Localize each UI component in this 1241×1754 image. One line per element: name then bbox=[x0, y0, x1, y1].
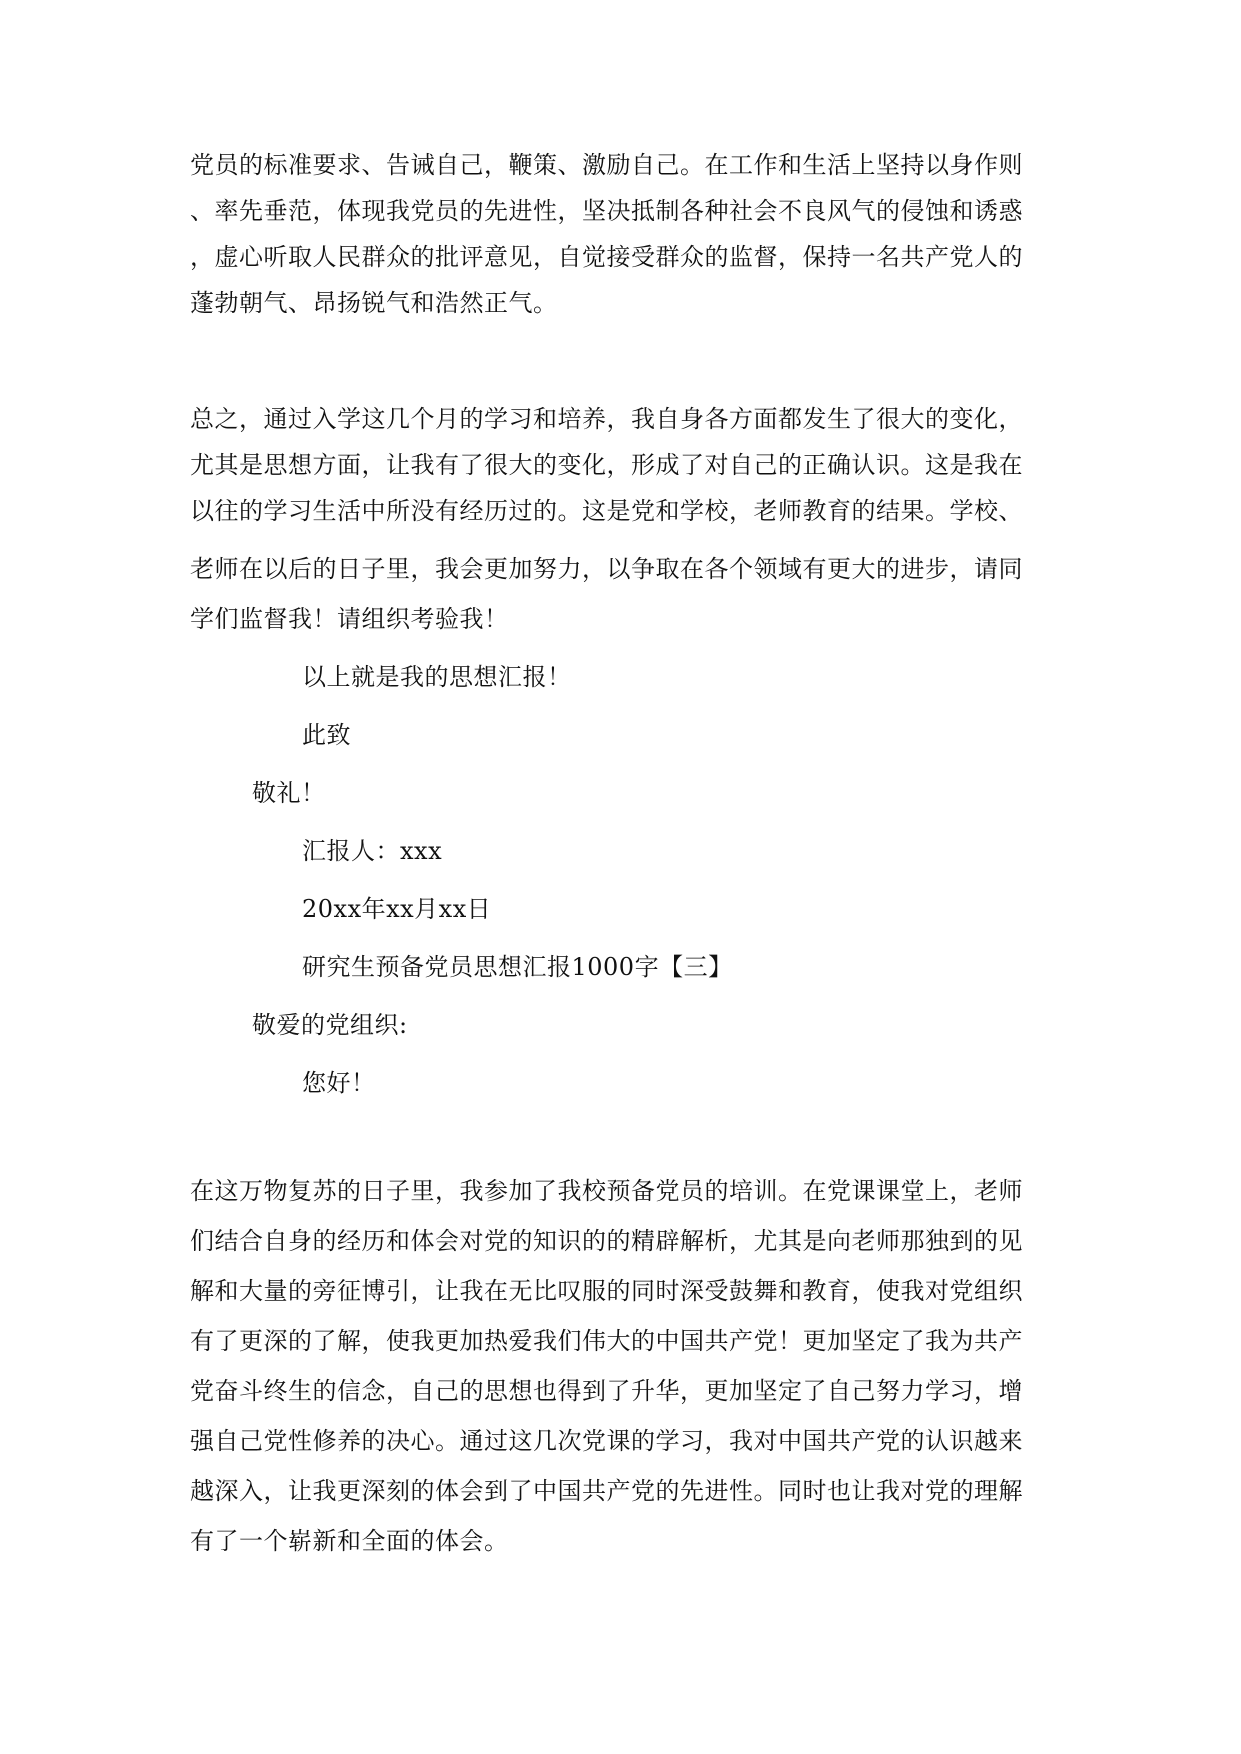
paragraph-line: ，虚心听取人民群众的批评意见，自觉接受群众的监督，保持一名共产党人的 bbox=[190, 243, 1023, 271]
paragraph-line: 总之，通过入学这几个月的学习和培养，我自身各方面都发生了很大的变化， bbox=[190, 405, 1023, 433]
paragraph-line: 学们监督我！请组织考验我！ bbox=[190, 605, 509, 633]
paragraph-line: 党奋斗终生的信念，自己的思想也得到了升华，更加坚定了自己努力学习，增 bbox=[190, 1377, 1023, 1405]
paragraph-line: 强自己党性修养的决心。通过这几次党课的学习，我对中国共产党的认识越来 bbox=[190, 1427, 1023, 1455]
paragraph-line: 老师在以后的日子里，我会更加努力，以争取在各个领域有更大的进步，请同 bbox=[190, 555, 1023, 583]
paragraph-line: 蓬勃朝气、昂扬锐气和浩然正气。 bbox=[190, 289, 558, 317]
section-title: 研究生预备党员思想汇报1000字【三】 bbox=[302, 953, 733, 981]
salutation: 敬爱的党组织: bbox=[252, 1011, 408, 1039]
paragraph-line: 在这万物复苏的日子里，我参加了我校预备党员的培训。在党课课堂上，老师 bbox=[190, 1177, 1023, 1205]
paragraph-line: 、率先垂范，体现我党员的先进性，坚决抵制各种社会不良风气的侵蚀和诱惑 bbox=[190, 197, 1023, 225]
paragraph-line: 尤其是思想方面，让我有了很大的变化，形成了对自己的正确认识。这是我在 bbox=[190, 451, 1023, 479]
reporter-name: 汇报人：xxx bbox=[302, 837, 443, 865]
closing-jingli: 敬礼！ bbox=[252, 779, 326, 807]
closing-summary: 以上就是我的思想汇报！ bbox=[302, 663, 572, 691]
paragraph-line: 越深入，让我更深刻的体会到了中国共产党的先进性。同时也让我对党的理解 bbox=[190, 1477, 1023, 1505]
paragraph-line: 以往的学习生活中所没有经历过的。这是党和学校，老师教育的结果。学校、 bbox=[190, 497, 1023, 525]
paragraph-line: 党员的标准要求、告诫自己，鞭策、激励自己。在工作和生活上坚持以身作则 bbox=[190, 151, 1023, 179]
paragraph-line: 有了一个崭新和全面的体会。 bbox=[190, 1527, 509, 1555]
paragraph-line: 解和大量的旁征博引，让我在无比叹服的同时深受鼓舞和教育，使我对党组织 bbox=[190, 1277, 1023, 1305]
report-date: 20xx年xx月xx日 bbox=[302, 895, 492, 923]
paragraph-line: 有了更深的了解，使我更加热爱我们伟大的中国共产党！更加坚定了我为共产 bbox=[190, 1327, 1023, 1355]
closing-cizhi: 此致 bbox=[302, 721, 351, 749]
paragraph-line: 们结合自身的经历和体会对党的知识的的精辟解析，尤其是向老师那独到的见 bbox=[190, 1227, 1023, 1255]
greeting: 您好！ bbox=[302, 1069, 376, 1097]
